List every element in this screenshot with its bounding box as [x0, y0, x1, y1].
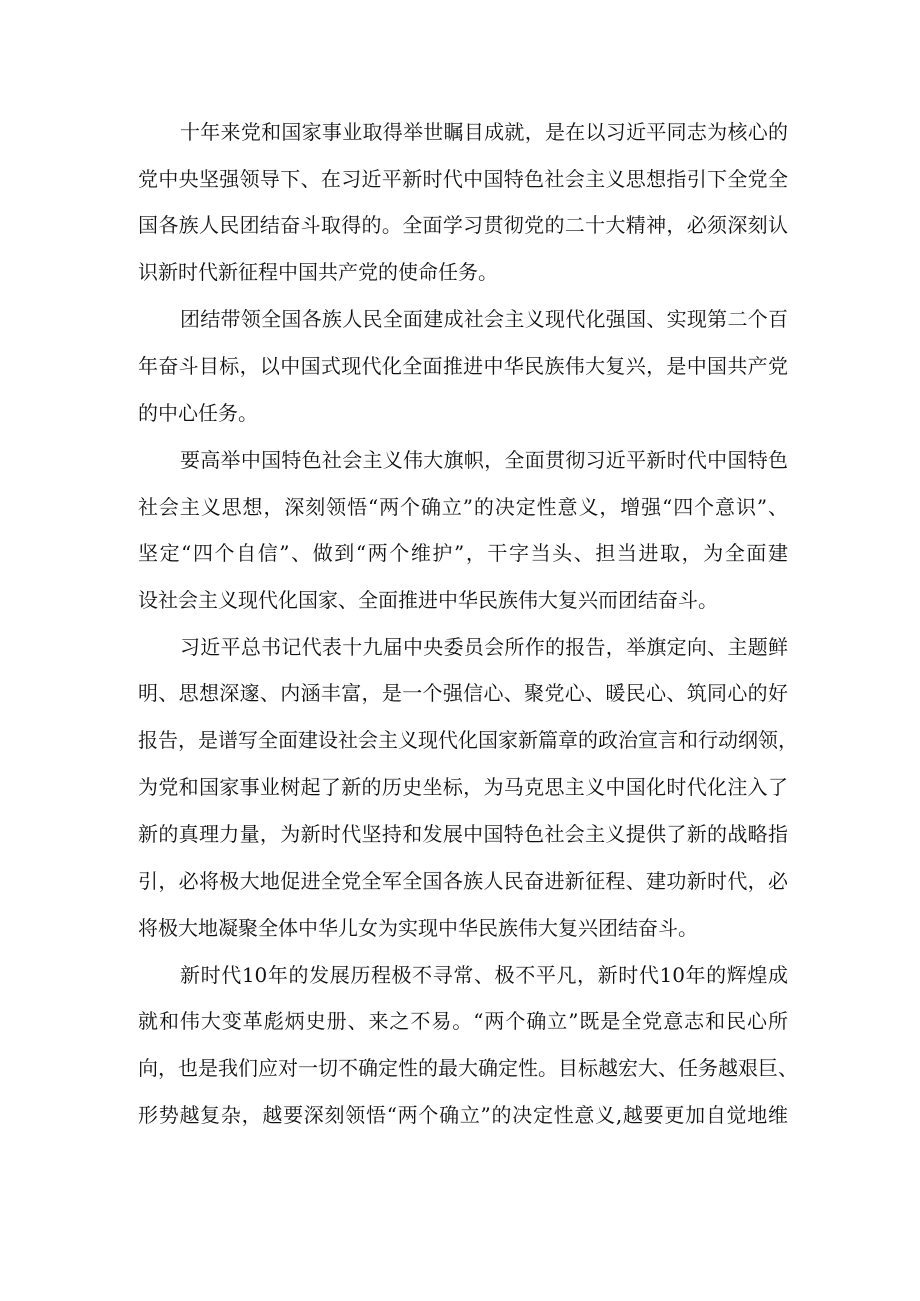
paragraph-5-line-1: 新时代10年的发展历程极不寻常、极不平凡，新时代10年的辉煌成 [180, 963, 788, 987]
paragraph-3-line-2: 社会主义思想，深刻领悟“两个确立”的决定性意义，增强“四个意识”、 [138, 495, 788, 519]
paragraph-3-line-1: 要高举中国特色社会主义伟大旗帜，全面贯彻习近平新时代中国特色 [180, 448, 788, 472]
paragraph-5-line-4: 形势越复杂，越要深刻领悟“两个确立”的决定性意义,越要更加自觉地维 [138, 1103, 788, 1127]
paragraph-2-line-3: 的中心任务。 [138, 401, 258, 425]
paragraph-5-line-3: 向，也是我们应对一切不确定性的最大确定性。目标越宏大、任务越艰巨、 [138, 1056, 798, 1080]
paragraph-1-line-4: 识新时代新征程中国共产党的使命任务。 [138, 260, 498, 284]
paragraph-3-line-4: 设社会主义现代化国家、全面推进中华民族伟大复兴而团结奋斗。 [138, 588, 718, 612]
paragraph-2-line-2: 年奋斗目标，以中国式现代化全面推进中华民族伟大复兴，是中国共产党 [138, 354, 788, 378]
paragraph-1-line-3: 国各族人民团结奋斗取得的。全面学习贯彻党的二十大精神，必须深刻认 [138, 213, 788, 237]
paragraph-4-line-5: 新的真理力量，为新时代坚持和发展中国特色社会主义提供了新的战略指 [138, 822, 788, 846]
paragraph-3-line-3: 坚定“四个自信”、做到“两个维护”，干字当头、担当进取，为全面建 [138, 541, 788, 565]
paragraph-4-line-4: 为党和国家事业树起了新的历史坐标，为马克思主义中国化时代化注入了 [138, 775, 788, 799]
paragraph-4-line-3: 报告，是谱写全面建设社会主义现代化国家新篇章的政治宣言和行动纲领， [138, 728, 798, 752]
paragraph-4-line-6: 引，必将极大地促进全党全军全国各族人民奋进新征程、建功新时代，必 [138, 869, 788, 893]
paragraph-1-line-1: 十年来党和国家事业取得举世瞩目成就，是在以习近平同志为核心的 [180, 120, 788, 144]
paragraph-1-line-2: 党中央坚强领导下、在习近平新时代中国特色社会主义思想指引下全党全 [138, 167, 788, 191]
paragraph-4-line-2: 明、思想深邃、内涵丰富，是一个强信心、聚党心、暖民心、筑同心的好 [138, 681, 788, 705]
paragraph-5-line-2: 就和伟大变革彪炳史册、来之不易。“两个确立”既是全党意志和民心所 [138, 1009, 788, 1033]
paragraph-2-line-1: 团结带领全国各族人民全面建成社会主义现代化强国、实现第二个百 [180, 307, 788, 331]
paragraph-4-line-1: 习近平总书记代表十九届中央委员会所作的报告，举旗定向、主题鲜 [180, 635, 788, 659]
paragraph-4-line-7: 将极大地凝聚全体中华儿女为实现中华民族伟大复兴团结奋斗。 [138, 916, 698, 940]
